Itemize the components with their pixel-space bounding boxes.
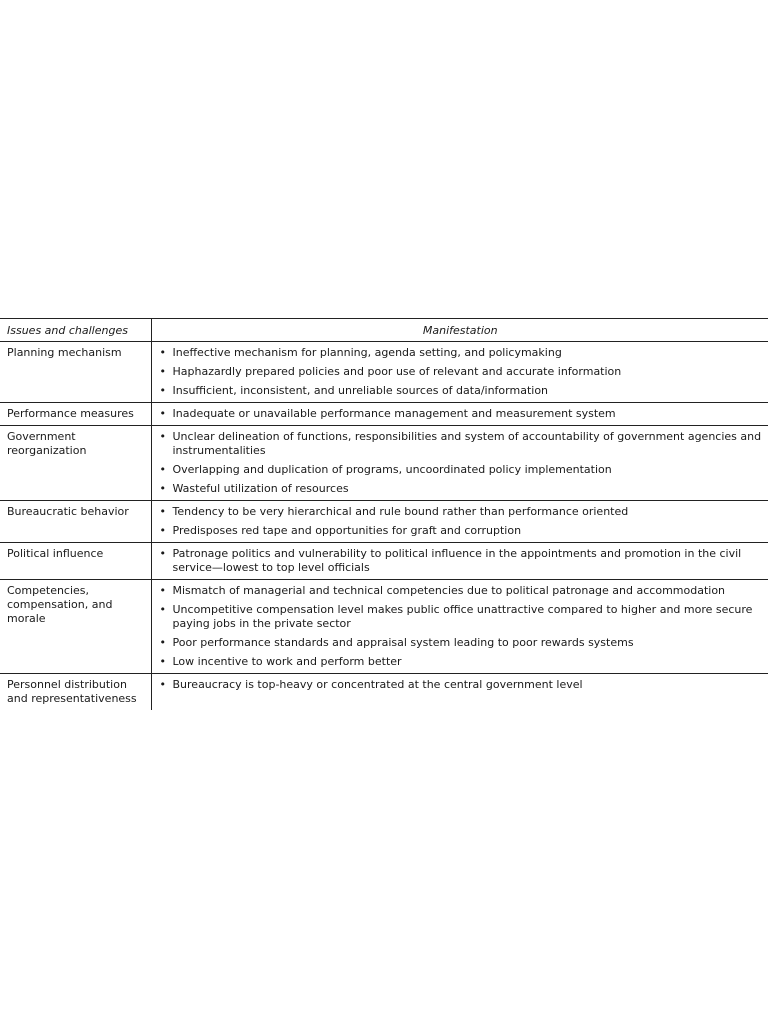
- bullet-icon: •: [159, 524, 166, 537]
- bullet-icon: •: [159, 505, 166, 518]
- issue-cell: Political influence: [0, 543, 151, 580]
- list-item: [159, 407, 765, 421]
- manifestation-cell: [151, 543, 768, 580]
- header-manifestation: Manifestation: [151, 319, 768, 342]
- bullet-icon: •: [159, 407, 166, 420]
- list-item-text: Ineffective mechanism for planning, agenda setting, and policymaking: [172, 346, 562, 359]
- issues-table: [0, 318, 768, 710]
- list-item: [159, 346, 765, 360]
- bullet-icon: •: [159, 365, 166, 378]
- list-item-text: Unclear delineation of functions, responsibilities and system of accountability of government agencies and instrumentalities: [172, 430, 762, 457]
- bullet-icon: •: [159, 584, 166, 597]
- issue-cell: Government reorganization: [0, 426, 151, 501]
- manifestation-cell: [151, 674, 768, 711]
- manifestation-cell: [151, 342, 768, 403]
- list-item: [159, 384, 765, 398]
- manifestation-list: [159, 407, 765, 421]
- list-item-text: Inadequate or unavailable performance management and measurement system: [172, 407, 616, 420]
- list-item-text: Wasteful utilization of resources: [172, 482, 349, 495]
- issue-cell: Planning mechanism: [0, 342, 151, 403]
- manifestation-list: [159, 430, 765, 496]
- issue-cell: Performance measures: [0, 403, 151, 426]
- bullet-icon: •: [159, 384, 166, 397]
- list-item: [159, 430, 765, 458]
- list-item: [159, 636, 765, 650]
- manifestation-list: [159, 584, 765, 669]
- list-item-text: Tendency to be very hierarchical and rule bound rather than performance oriented: [172, 505, 629, 518]
- issues-table-container: [0, 318, 768, 710]
- list-item: [159, 365, 765, 379]
- table-body: [0, 342, 768, 711]
- bullet-icon: •: [159, 547, 166, 560]
- table-header-row: [0, 319, 768, 342]
- list-item-text: Predisposes red tape and opportunities for graft and corruption: [172, 524, 522, 537]
- list-item-text: Haphazardly prepared policies and poor use of relevant and accurate information: [172, 365, 622, 378]
- manifestation-list: [159, 547, 765, 575]
- list-item-text: Patronage politics and vulnerability to political influence in the appointments and promotion in the civil service—lowest to top level officials: [172, 547, 742, 574]
- table-row: [0, 580, 768, 674]
- manifestation-cell: [151, 403, 768, 426]
- list-item-text: Uncompetitive compensation level makes public office unattractive compared to higher and more secure paying jobs in the private sector: [172, 603, 753, 630]
- list-item: [159, 655, 765, 669]
- bullet-icon: •: [159, 655, 166, 668]
- list-item-text: Overlapping and duplication of programs, uncoordinated policy implementation: [172, 463, 612, 476]
- list-item: [159, 505, 765, 519]
- table-row: [0, 342, 768, 403]
- table-row: [0, 501, 768, 543]
- list-item: [159, 482, 765, 496]
- list-item-text: Poor performance standards and appraisal system leading to poor rewards systems: [172, 636, 634, 649]
- bullet-icon: •: [159, 346, 166, 359]
- issue-cell: Competencies, compensation, and morale: [0, 580, 151, 674]
- list-item-text: Low incentive to work and perform better: [172, 655, 402, 668]
- manifestation-cell: [151, 426, 768, 501]
- manifestation-list: [159, 505, 765, 538]
- bullet-icon: •: [159, 603, 166, 616]
- bullet-icon: •: [159, 636, 166, 649]
- list-item: [159, 524, 765, 538]
- bullet-icon: •: [159, 482, 166, 495]
- issue-cell: Bureaucratic behavior: [0, 501, 151, 543]
- manifestation-cell: [151, 580, 768, 674]
- bullet-icon: •: [159, 430, 166, 443]
- list-item-text: Insufficient, inconsistent, and unreliable sources of data/information: [172, 384, 549, 397]
- manifestation-cell: [151, 501, 768, 543]
- table-row: [0, 674, 768, 711]
- issue-cell: Personnel distribution and representativeness: [7, 678, 137, 705]
- list-item: [159, 603, 765, 631]
- bullet-icon: •: [159, 678, 166, 691]
- list-item: [159, 463, 765, 477]
- list-item-text: Bureaucracy is top-heavy or concentrated at the central government level: [172, 678, 583, 691]
- list-item: [159, 584, 765, 598]
- table-row: [0, 543, 768, 580]
- list-item-text: Mismatch of managerial and technical competencies due to political patronage and accommodation: [172, 584, 726, 597]
- table-row: [0, 403, 768, 426]
- bullet-icon: •: [159, 463, 166, 476]
- manifestation-list: [159, 678, 765, 692]
- list-item: [159, 678, 765, 692]
- list-item: [159, 547, 765, 575]
- manifestation-list: [159, 346, 765, 398]
- header-issues: Issues and challenges: [0, 319, 151, 342]
- table-row: [0, 426, 768, 501]
